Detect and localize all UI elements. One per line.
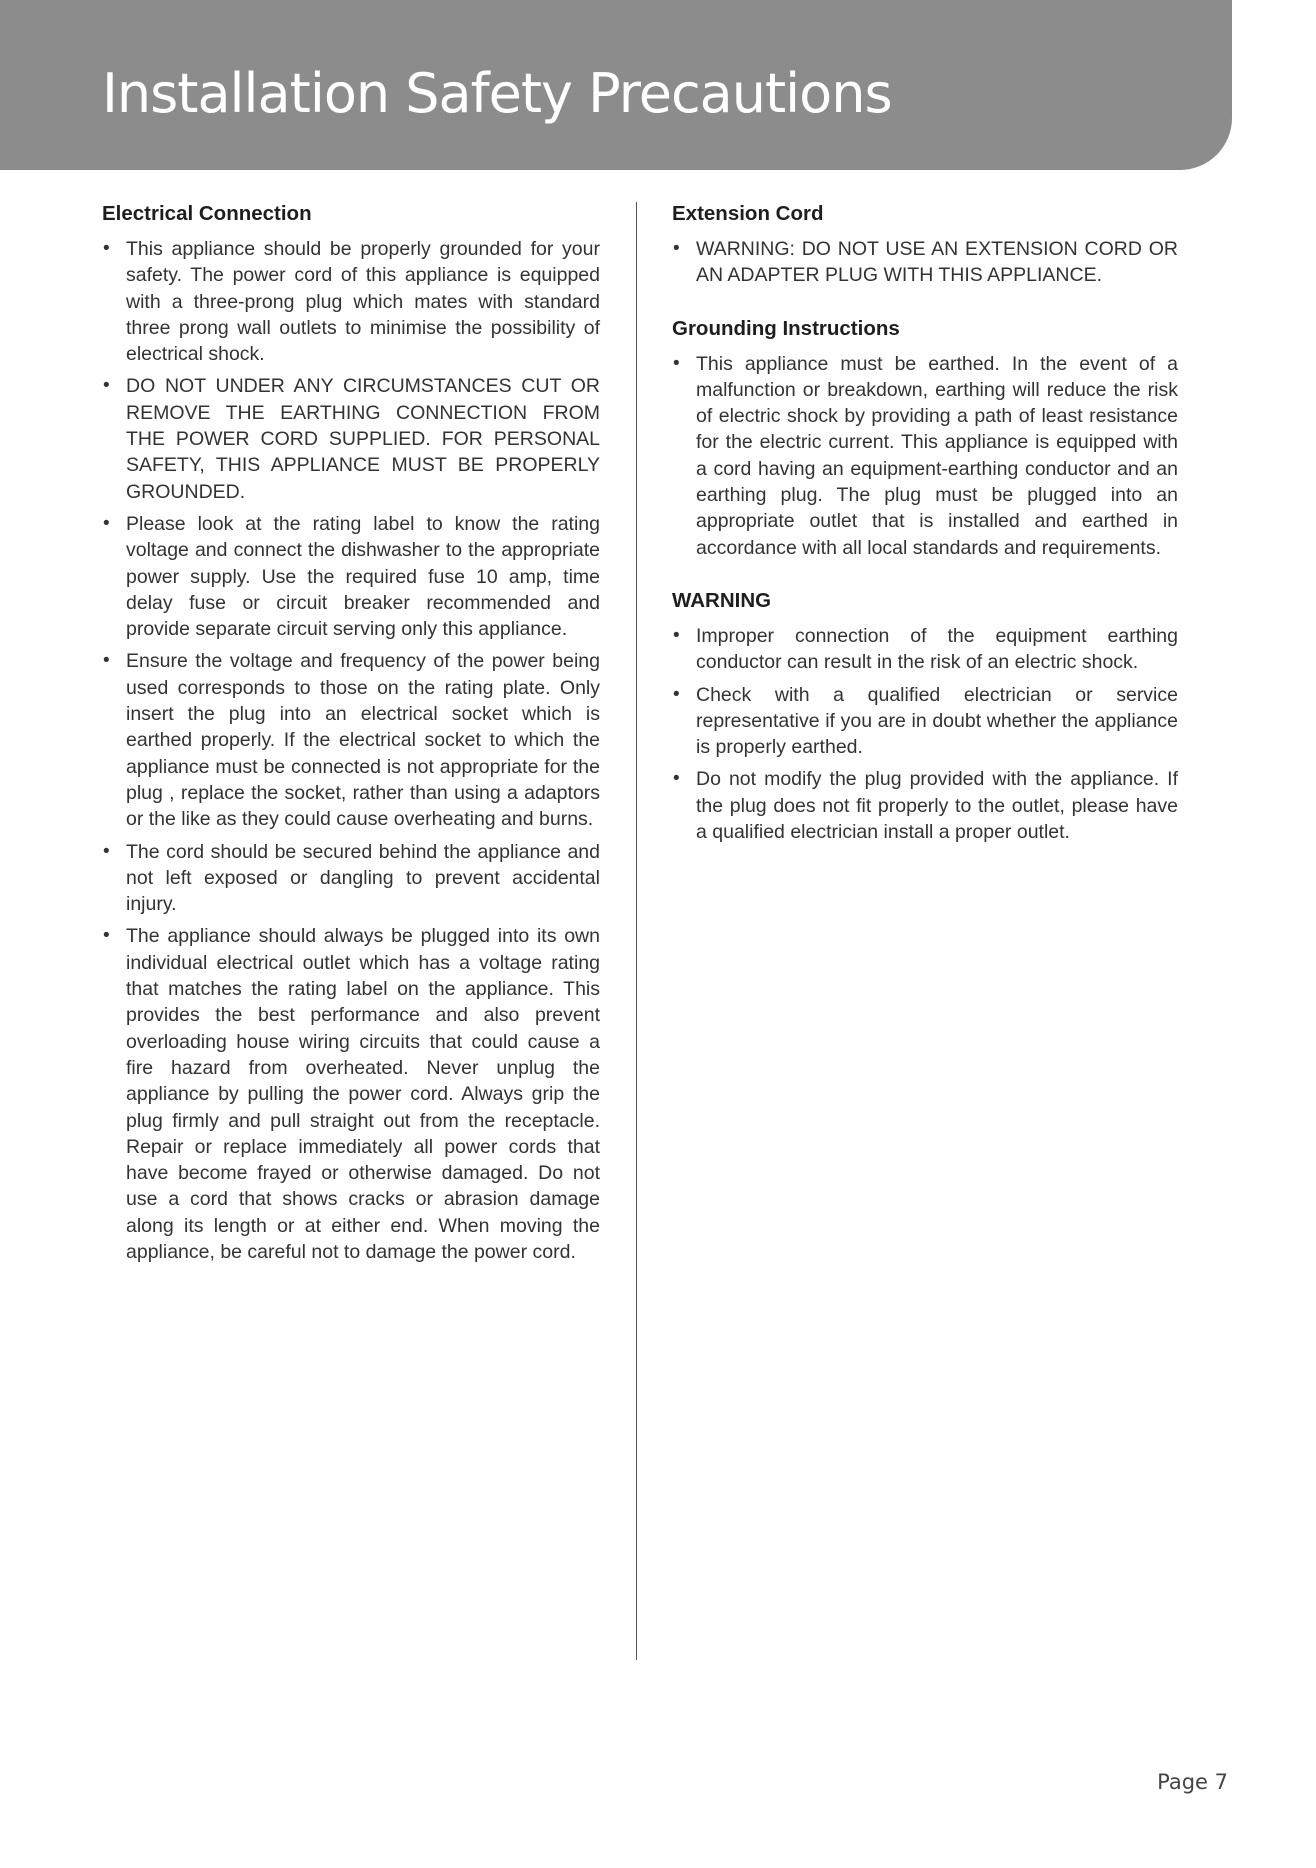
page-number: Page 7 <box>1157 1770 1228 1794</box>
section-heading: Grounding Instructions <box>672 316 900 340</box>
list-item: • Please look at the rating label to know the rating voltage and connect the dishwasher to the appropriate power supply. Use the required fuse 10 amp, time delay fuse or circuit breaker recommended and provide separate circuit serving only this appliance. <box>102 511 600 642</box>
list-item: • Improper connection of the equipment earthing conductor can result in the risk of an electric shock. <box>672 623 1178 676</box>
column-divider <box>636 202 637 1660</box>
list-item: • Do not modify the plug provided with the appliance. If the plug does not fit properly to the outlet, please have a qualified electrician install a proper outlet. <box>672 766 1178 845</box>
section-extension-cord <box>672 200 1178 289</box>
right-column <box>672 200 1178 851</box>
left-column <box>102 200 600 1271</box>
list-item: • The appliance should always be plugged into its own individual electrical outlet which has a voltage rating that matches the rating label on the appliance. This provides the best performance and also prevent overloading house wiring circuits that could cause a fire hazard from overheated. Never unplug the appliance by pulling the power cord. Always grip the plug firmly and pull straight out from the receptacle. Repair or replace immediately all power cords that have become frayed or otherwise damaged. Do not use a cord that shows cracks or abrasion damage along its length or at either end. When moving the appliance, be careful not to damage the power cord. <box>102 923 600 1265</box>
section-heading: Extension Cord <box>672 202 824 225</box>
list-item: • This appliance should be properly grounded for your safety. The power cord of this appliance is equipped with a three-prong plug which mates with standard three prong wall outlets to minimise the possibility of electrical shock. <box>102 236 600 367</box>
section-heading: WARNING <box>672 588 772 612</box>
section-warning <box>672 587 1178 845</box>
page-header-banner <box>0 0 1232 170</box>
page-title: Installation Safety Precautions <box>102 62 892 125</box>
list-item: • This appliance must be earthed. In the event of a malfunction or breakdown, earthing will reduce the risk of electric shock by providing a path of least resistance for the electric current. This appliance is equipped with a cord having an equipment-earthing conductor and an earthing plug. The plug must be plugged into an appropriate outlet that is installed and earthed in accordance with all local standards and requirements. <box>672 351 1178 561</box>
list-item: • DO NOT UNDER ANY CIRCUMSTANCES CUT OR REMOVE THE EARTHING CONNECTION FROM THE POWER CORD SUPPLIED. FOR PERSONAL SAFETY, THIS APPLIANCE MUST BE PROPERLY GROUNDED. <box>102 373 600 504</box>
bullet-list <box>672 351 1178 561</box>
bullet-list <box>672 236 1178 289</box>
bullet-list <box>102 236 600 1265</box>
list-item: • Check with a qualified electrician or service representative if you are in doubt whether the appliance is properly earthed. <box>672 682 1178 761</box>
section-heading: Electrical Connection <box>102 202 312 225</box>
section-electrical-connection <box>102 200 600 1265</box>
list-item: • Ensure the voltage and frequency of the power being used corresponds to those on the rating plate. Only insert the plug into an electrical socket which is earthed properly. If the electrical socket to which the appliance must be connected is not appropriate for the plug , replace the socket, rather than using a adaptors or the like as they could cause overheating and burns. <box>102 648 600 832</box>
list-item: • The cord should be secured behind the appliance and not left exposed or dangling to prevent accidental injury. <box>102 839 600 918</box>
section-grounding-instructions <box>672 315 1178 561</box>
bullet-list <box>672 623 1178 845</box>
list-item: • WARNING: DO NOT USE AN EXTENSION CORD OR AN ADAPTER PLUG WITH THIS APPLIANCE. <box>672 236 1178 289</box>
